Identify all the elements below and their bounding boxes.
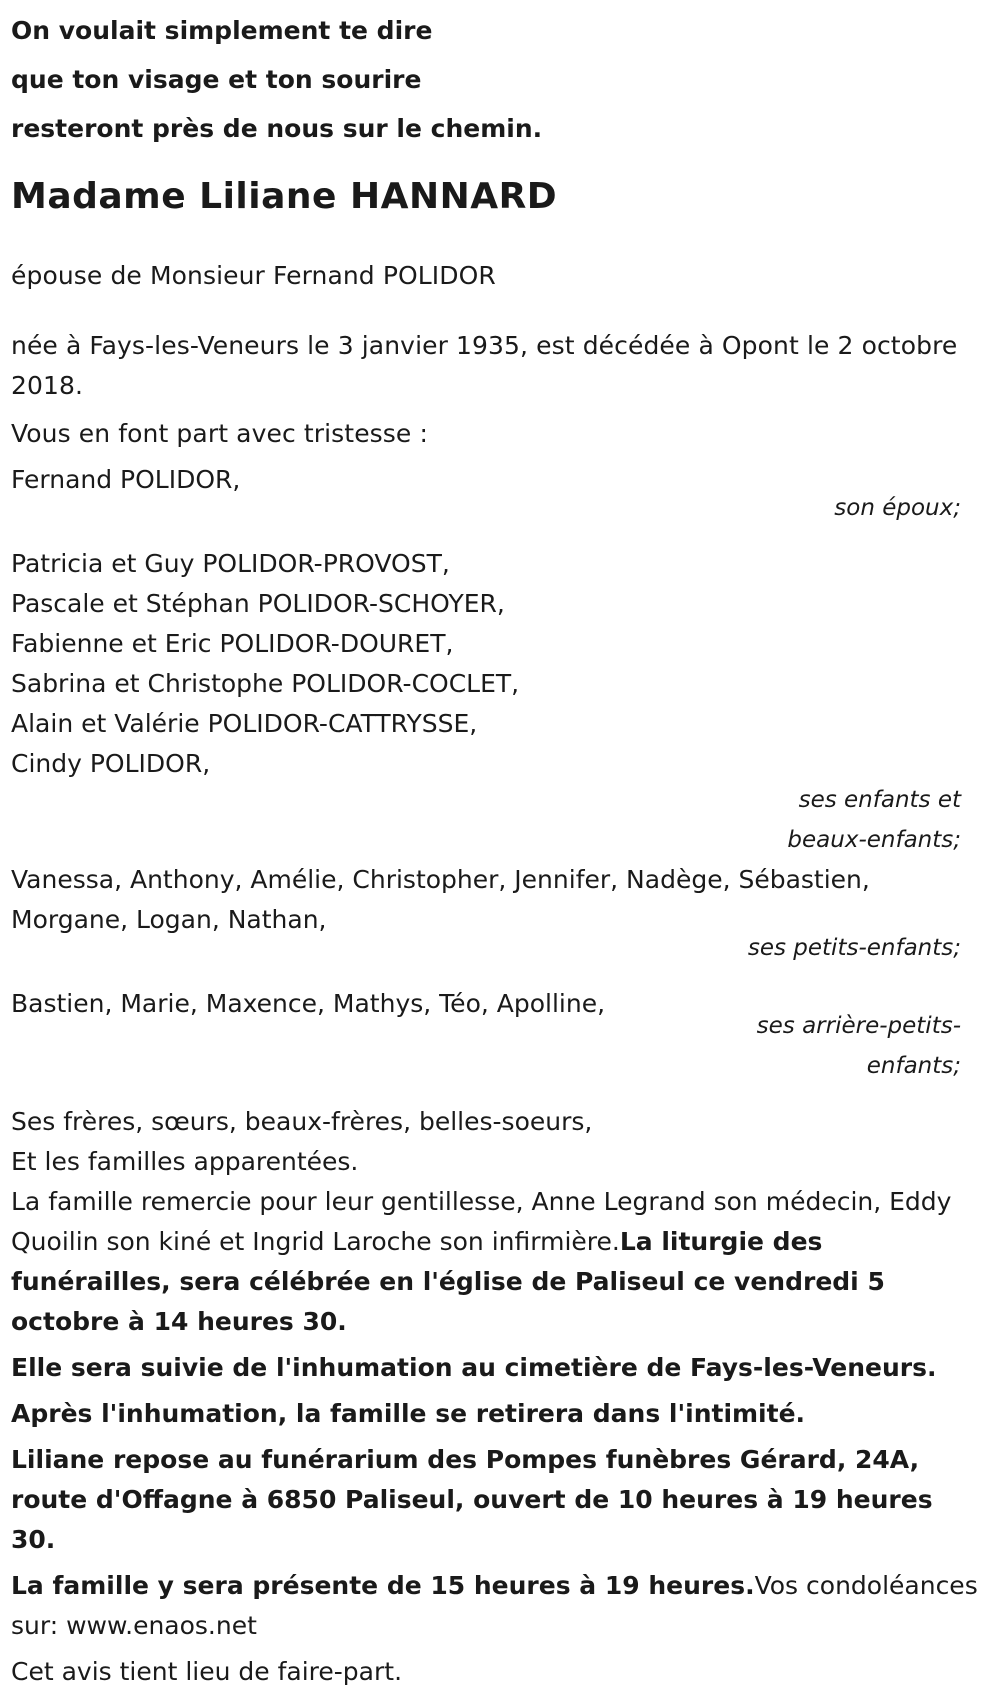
family-name-line: Cindy POLIDOR, xyxy=(11,749,211,778)
relation-label: son époux; xyxy=(834,495,961,521)
relation-label: ses enfants et xyxy=(798,787,961,813)
family-name-line: Ses frères, sœurs, beaux-frères, belles-soeurs, xyxy=(11,1107,593,1136)
relation-label: enfants; xyxy=(866,1053,961,1079)
relation-label: beaux-enfants; xyxy=(787,827,961,853)
family-name-line: Pascale et Stéphan POLIDOR-SCHOYER, xyxy=(11,589,505,618)
presence-paragraph xyxy=(11,1566,980,1646)
presence-text: La famille y sera présente de 15 heures à 19 heures. xyxy=(11,1571,755,1600)
thanks-text: La famille remercie pour leur gentillesse, Anne Legrand son médecin, Eddy Quoilin son kiné et Ingrid Laroche son infirmière. xyxy=(11,1187,952,1256)
family-name-line: Et les familles apparentées. xyxy=(11,1147,359,1176)
family-name-line: Alain et Valérie POLIDOR-CATTRYSSE, xyxy=(11,709,478,738)
birth-death-line: née à Fays-les-Veneurs le 3 janvier 1935, est décédée à Opont le 2 octobre 2018. xyxy=(11,331,958,400)
family-name-line: Morgane, Logan, Nathan, xyxy=(11,905,327,934)
relation-label: ses petits-enfants; xyxy=(747,935,961,961)
deceased-name: Madame Liliane HANNARD xyxy=(11,176,558,217)
liturgy-text: La liturgie des funérailles, sera célébrée en l'église de Paliseul ce vendredi 5 octobre à 14 heures 30. xyxy=(11,1227,885,1336)
quote-line-3: resteront près de nous sur le chemin. xyxy=(11,114,543,143)
family-spouse xyxy=(11,460,980,528)
family-name-line: Patricia et Guy POLIDOR-PROVOST, xyxy=(11,549,450,578)
quote-line-1: On voulait simplement te dire xyxy=(11,16,433,45)
thanks-paragraph xyxy=(11,1182,980,1342)
family-name-line: Fabienne et Eric POLIDOR-DOURET, xyxy=(11,629,454,658)
family-grandchildren xyxy=(11,860,980,968)
family-name-line: Vanessa, Anthony, Amélie, Christopher, Jennifer, Nadège, Sébastien, xyxy=(11,865,870,894)
family-extended xyxy=(11,1102,980,1182)
spouse-line: épouse de Monsieur Fernand POLIDOR xyxy=(11,261,496,290)
funeral-home-line: Liliane repose au funérarium des Pompes funèbres Gérard, 24A, route d'Offagne à 6850 Paliseul, ouvert de 10 heures à 19 heures 30. xyxy=(11,1445,933,1554)
burial-line: Elle sera suivie de l'inhumation au cimetière de Fays-les-Veneurs. xyxy=(11,1353,937,1382)
after-burial-line: Après l'inhumation, la famille se retirera dans l'intimité. xyxy=(11,1399,806,1428)
family-name-line: Sabrina et Christophe POLIDOR-COCLET, xyxy=(11,669,520,698)
opening-quote xyxy=(11,6,980,153)
announcement-line: Vous en font part avec tristesse : xyxy=(11,419,428,448)
family-name-line: Bastien, Marie, Maxence, Mathys, Téo, Apolline, xyxy=(11,989,606,1018)
family-children xyxy=(11,544,980,860)
quote-line-2: que ton visage et ton sourire xyxy=(11,65,422,94)
condolences-text: Vos condoléances sur: www.enaos.net xyxy=(11,1571,978,1640)
family-great-grandchildren xyxy=(11,984,980,1086)
relation-label: ses arrière-petits- xyxy=(756,1013,961,1039)
closing-line: Cet avis tient lieu de faire-part. xyxy=(11,1657,403,1686)
family-name-line: Fernand POLIDOR, xyxy=(11,465,241,494)
